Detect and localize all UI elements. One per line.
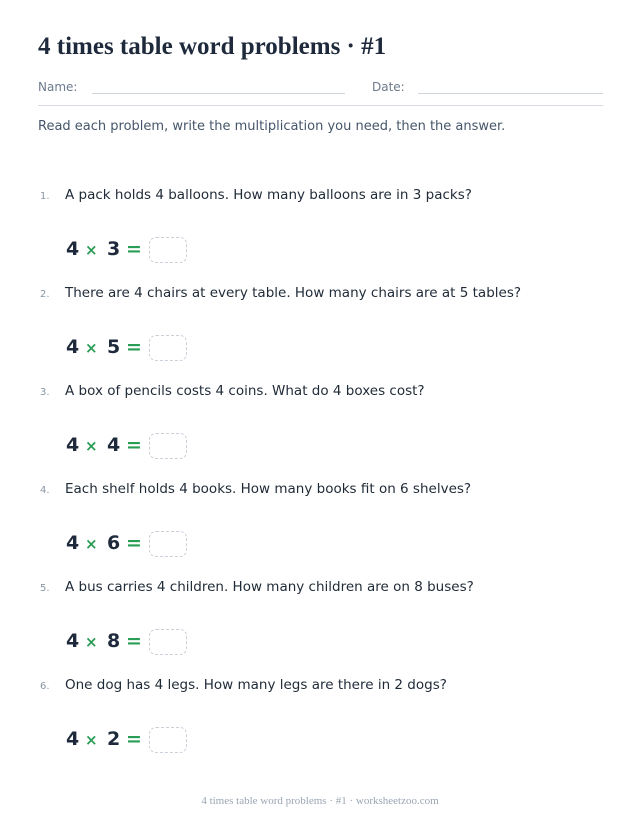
name-write-line[interactable] [92, 93, 345, 94]
times-sign: × [85, 437, 98, 455]
factor-a: 4 [66, 238, 80, 260]
problem-text: A box of pencils costs 4 coins. What do 4 boxes cost? [65, 383, 425, 399]
instructions-text: Read each problem, write the multiplication you need, then the answer. [38, 119, 506, 134]
factor-a: 4 [66, 434, 80, 456]
equals-sign: = [126, 336, 142, 358]
answer-box[interactable] [149, 531, 187, 557]
name-date-row [38, 80, 603, 98]
factor-a: 4 [66, 630, 80, 652]
date-write-line[interactable] [418, 93, 603, 94]
equation [66, 727, 206, 755]
answer-box[interactable] [149, 335, 187, 361]
equation [66, 433, 206, 461]
problem-item [0, 285, 640, 383]
factor-b: 3 [107, 238, 121, 260]
times-sign: × [85, 731, 98, 749]
equals-sign: = [126, 434, 142, 456]
problem-item [0, 481, 640, 579]
equals-sign: = [126, 238, 142, 260]
equation [66, 237, 206, 265]
times-sign: × [85, 241, 98, 259]
problem-number: 1. [40, 191, 50, 202]
equals-sign: = [126, 630, 142, 652]
date-label: Date: [372, 80, 405, 94]
times-sign: × [85, 535, 98, 553]
problem-number: 4. [40, 485, 50, 496]
factor-b: 2 [107, 728, 121, 750]
problem-number: 5. [40, 583, 50, 594]
problem-item [0, 187, 640, 285]
problem-text: A pack holds 4 balloons. How many balloons are in 3 packs? [65, 187, 472, 203]
equation [66, 531, 206, 559]
problem-item [0, 383, 640, 481]
problem-text: One dog has 4 legs. How many legs are there in 2 dogs? [65, 677, 447, 693]
problem-number: 3. [40, 387, 50, 398]
factor-b: 5 [107, 336, 121, 358]
name-label: Name: [38, 80, 78, 94]
factor-a: 4 [66, 336, 80, 358]
equation [66, 629, 206, 657]
answer-box[interactable] [149, 433, 187, 459]
factor-b: 4 [107, 434, 121, 456]
worksheet-title: 4 times table word problems · #1 [38, 33, 387, 60]
factor-b: 6 [107, 532, 121, 554]
problem-item [0, 677, 640, 775]
factor-a: 4 [66, 728, 80, 750]
equals-sign: = [126, 728, 142, 750]
answer-box[interactable] [149, 727, 187, 753]
problem-text: A bus carries 4 children. How many children are on 8 buses? [65, 579, 474, 595]
factor-b: 8 [107, 630, 121, 652]
problem-number: 6. [40, 681, 50, 692]
equation [66, 335, 206, 363]
answer-box[interactable] [149, 237, 187, 263]
times-sign: × [85, 339, 98, 357]
factor-a: 4 [66, 532, 80, 554]
problem-text: There are 4 chairs at every table. How many chairs are at 5 tables? [65, 285, 522, 301]
equals-sign: = [126, 532, 142, 554]
answer-box[interactable] [149, 629, 187, 655]
problem-text: Each shelf holds 4 books. How many books fit on 6 shelves? [65, 481, 472, 497]
problem-number: 2. [40, 289, 50, 300]
problem-item [0, 579, 640, 677]
page-footer: 4 times table word problems · #1 · worksheetzoo.com [201, 795, 439, 807]
header-divider [38, 105, 603, 106]
times-sign: × [85, 633, 98, 651]
